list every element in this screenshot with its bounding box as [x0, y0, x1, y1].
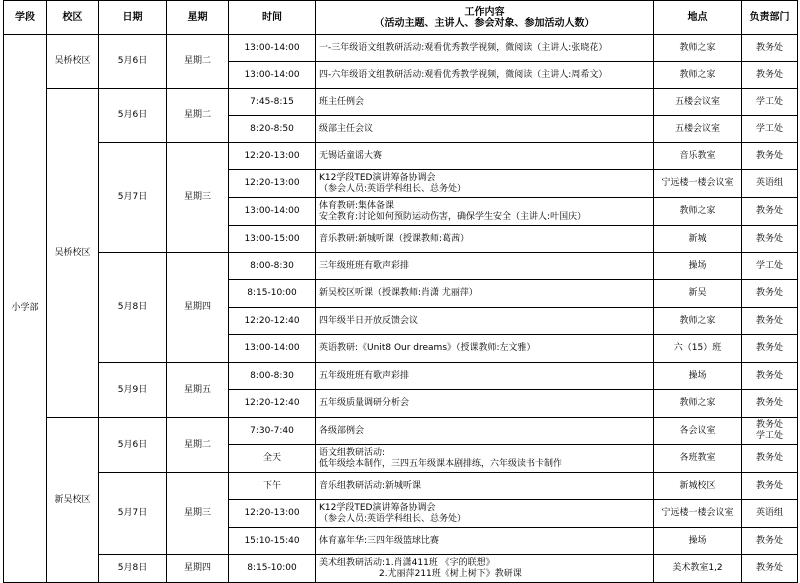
location-cell: 各班教室 — [654, 445, 742, 473]
department-cell: 教务处 — [742, 198, 798, 226]
header-content-title: 工作内容 — [464, 6, 505, 18]
content-cell: 五年级质量调研分析会 — [316, 390, 654, 418]
location-cell: 宁远楼一楼会议室 — [654, 500, 742, 528]
content-line: K12学段TED演讲筹备协调会 — [319, 502, 436, 513]
time-cell: 7:30-7:40 — [229, 418, 316, 445]
content-line: 体育教研:集体备课 — [319, 200, 395, 211]
content-cell — [316, 170, 654, 198]
content-line: 低年级绘本制作，三四五年级课本剧排练，六年级读书卡制作 — [319, 458, 563, 469]
content-cell: 一-三年级语文组教研活动:观看优秀教学视频，微阅读（主讲人:张晓花） — [316, 35, 654, 62]
location-cell: 操场 — [654, 528, 742, 555]
department-cell: 教务处 — [742, 390, 798, 418]
time-cell: 12:20-13:00 — [229, 500, 316, 528]
department-cell: 教务处 — [742, 308, 798, 335]
location-cell: 各会议室 — [654, 418, 742, 445]
weekday-cell: 星期二 — [167, 89, 229, 143]
campus-cell: 吴桥校区 — [47, 89, 99, 418]
location-cell: 六（15）班 — [654, 335, 742, 363]
content-cell: 班主任例会 — [316, 89, 654, 116]
date-cell: 5月6日 — [99, 35, 167, 89]
header-school: 学段 — [4, 1, 47, 35]
time-cell: 12:20-13:00 — [229, 143, 316, 170]
content-cell: 四-六年级语文组教研活动:观看优秀教学视频，微阅读（主讲人:周希文） — [316, 62, 654, 89]
location-cell: 音乐教室 — [654, 143, 742, 170]
date-cell: 5月6日 — [99, 418, 167, 473]
date-cell: 5月8日 — [99, 253, 167, 363]
department-cell: 教务处 — [742, 143, 798, 170]
department-cell: 学工处 — [742, 116, 798, 143]
department-cell: 教务处 — [742, 35, 798, 62]
time-cell: 15:10-15:40 — [229, 528, 316, 555]
department-cell: 学工处 — [742, 89, 798, 116]
table-row — [4, 89, 798, 116]
content-cell: 体育嘉年华:三四年级篮球比赛 — [316, 528, 654, 555]
time-cell: 13:00-14:00 — [229, 35, 316, 62]
time-cell: 13:00-14:00 — [229, 62, 316, 89]
content-cell: 音乐教研:新城听课（授课教师:葛茜） — [316, 226, 654, 253]
location-cell: 教师之家 — [654, 198, 742, 226]
time-cell: 13:00-14:00 — [229, 198, 316, 226]
department-cell: 教务处 — [742, 280, 798, 308]
table-row — [4, 363, 798, 390]
department-line: 教务处 — [755, 420, 783, 430]
department-cell — [742, 418, 798, 445]
content-cell: 各级部例会 — [316, 418, 654, 445]
department-cell: 英语组 — [742, 170, 798, 198]
content-line: （参会人员:英语学科组长、总务处） — [319, 513, 467, 524]
header-location: 地点 — [654, 1, 742, 35]
time-cell: 13:00-14:00 — [229, 335, 316, 363]
time-cell: 7:45-8:15 — [229, 89, 316, 116]
location-cell: 五楼会议室 — [654, 116, 742, 143]
date-cell: 5月7日 — [99, 143, 167, 253]
location-cell: 操场 — [654, 363, 742, 390]
time-cell: 8:15-10:00 — [229, 280, 316, 308]
department-cell: 教务处 — [742, 473, 798, 500]
location-cell: 宁远楼一楼会议室 — [654, 170, 742, 198]
location-cell: 新城校区 — [654, 473, 742, 500]
time-cell: 8:15-10:00 — [229, 555, 316, 583]
header-content-subtitle: （活动主题、主讲人、参会对象、参加活动人数） — [374, 17, 595, 29]
location-cell: 教师之家 — [654, 390, 742, 418]
time-cell: 13:00-15:00 — [229, 226, 316, 253]
header-row — [4, 1, 798, 35]
weekday-cell: 星期二 — [167, 418, 229, 473]
content-cell: 五年级班班有歌声彩排 — [316, 363, 654, 390]
campus-cell: 新吴校区 — [47, 418, 99, 583]
weekday-cell: 星期三 — [167, 143, 229, 253]
content-line: 安全教育:讨论如何预防运动伤害，确保学生安全（主讲人:叶国庆） — [319, 211, 587, 222]
weekday-cell: 星期三 — [167, 473, 229, 555]
content-cell — [316, 445, 654, 473]
table-row — [4, 143, 798, 170]
content-cell: 音乐组教研活动:新城听课 — [316, 473, 654, 500]
table-row — [4, 253, 798, 280]
location-cell: 新城 — [654, 226, 742, 253]
date-cell: 5月7日 — [99, 473, 167, 555]
department-cell: 教务处 — [742, 555, 798, 583]
campus-cell: 吴桥校区 — [47, 35, 99, 89]
content-cell: 英语教研:《Unit8 Our dreams》（授课教师:左文雅） — [316, 335, 654, 363]
department-line: 学工处 — [755, 431, 783, 441]
content-line: （参会人员:英语学科组长、总务处） — [319, 183, 467, 194]
header-date: 日期 — [99, 1, 167, 35]
table-row — [4, 473, 798, 500]
content-cell: 无锡话童谣大赛 — [316, 143, 654, 170]
department-cell: 教务处 — [742, 335, 798, 363]
department-cell: 英语组 — [742, 500, 798, 528]
header-weekday: 星期 — [167, 1, 229, 35]
department-cell: 教务处 — [742, 528, 798, 555]
department-cell: 教务处 — [742, 445, 798, 473]
location-cell: 新吴 — [654, 280, 742, 308]
content-cell — [316, 500, 654, 528]
content-cell — [316, 198, 654, 226]
table-row — [4, 35, 798, 62]
content-line: 美术组教研活动:1.肖潇411班 《字的联想》 — [319, 557, 495, 568]
header-department: 负责部门 — [742, 1, 798, 35]
weekday-cell: 星期四 — [167, 555, 229, 583]
content-cell: 级部主任会议 — [316, 116, 654, 143]
date-cell: 5月9日 — [99, 363, 167, 418]
school-cell: 小学部 — [4, 35, 47, 583]
time-cell: 下午 — [229, 473, 316, 500]
location-cell: 教师之家 — [654, 308, 742, 335]
content-cell: 三年级班班有歌声彩排 — [316, 253, 654, 280]
time-cell: 全天 — [229, 445, 316, 473]
location-cell: 五楼会议室 — [654, 89, 742, 116]
location-cell: 教师之家 — [654, 35, 742, 62]
department-cell: 教务处 — [742, 62, 798, 89]
header-campus: 校区 — [47, 1, 99, 35]
department-cell: 教务处 — [742, 226, 798, 253]
department-cell: 教务处 — [742, 363, 798, 390]
content-line: 2.尤丽萍211班《树上树下》教研课 — [379, 568, 522, 579]
date-cell: 5月8日 — [99, 555, 167, 583]
content-cell: 四年级半日开放反馈会议 — [316, 308, 654, 335]
location-cell: 美术教室1,2 — [654, 555, 742, 583]
date-cell: 5月6日 — [99, 89, 167, 143]
header-time: 时间 — [229, 1, 316, 35]
table-row — [4, 555, 798, 583]
weekday-cell: 星期五 — [167, 363, 229, 418]
time-cell: 8:20-8:50 — [229, 116, 316, 143]
table-row — [4, 418, 798, 445]
time-cell: 12:20-12:40 — [229, 308, 316, 335]
header-content — [316, 1, 654, 35]
weekday-cell: 星期四 — [167, 253, 229, 363]
content-line: K12学段TED演讲筹备协调会 — [319, 172, 436, 183]
weekday-cell: 星期二 — [167, 35, 229, 89]
location-cell: 操场 — [654, 253, 742, 280]
schedule-table — [3, 0, 798, 583]
content-cell: 新吴校区听课（授课教师:肖潇 尤丽萍） — [316, 280, 654, 308]
time-cell: 8:00-8:30 — [229, 253, 316, 280]
time-cell: 12:20-13:00 — [229, 170, 316, 198]
content-line: 语文组教研活动: — [319, 447, 386, 458]
location-cell: 教师之家 — [654, 62, 742, 89]
department-cell: 学工处 — [742, 253, 798, 280]
time-cell: 12:20-12:40 — [229, 390, 316, 418]
content-cell — [316, 555, 654, 583]
time-cell: 8:00-8:30 — [229, 363, 316, 390]
